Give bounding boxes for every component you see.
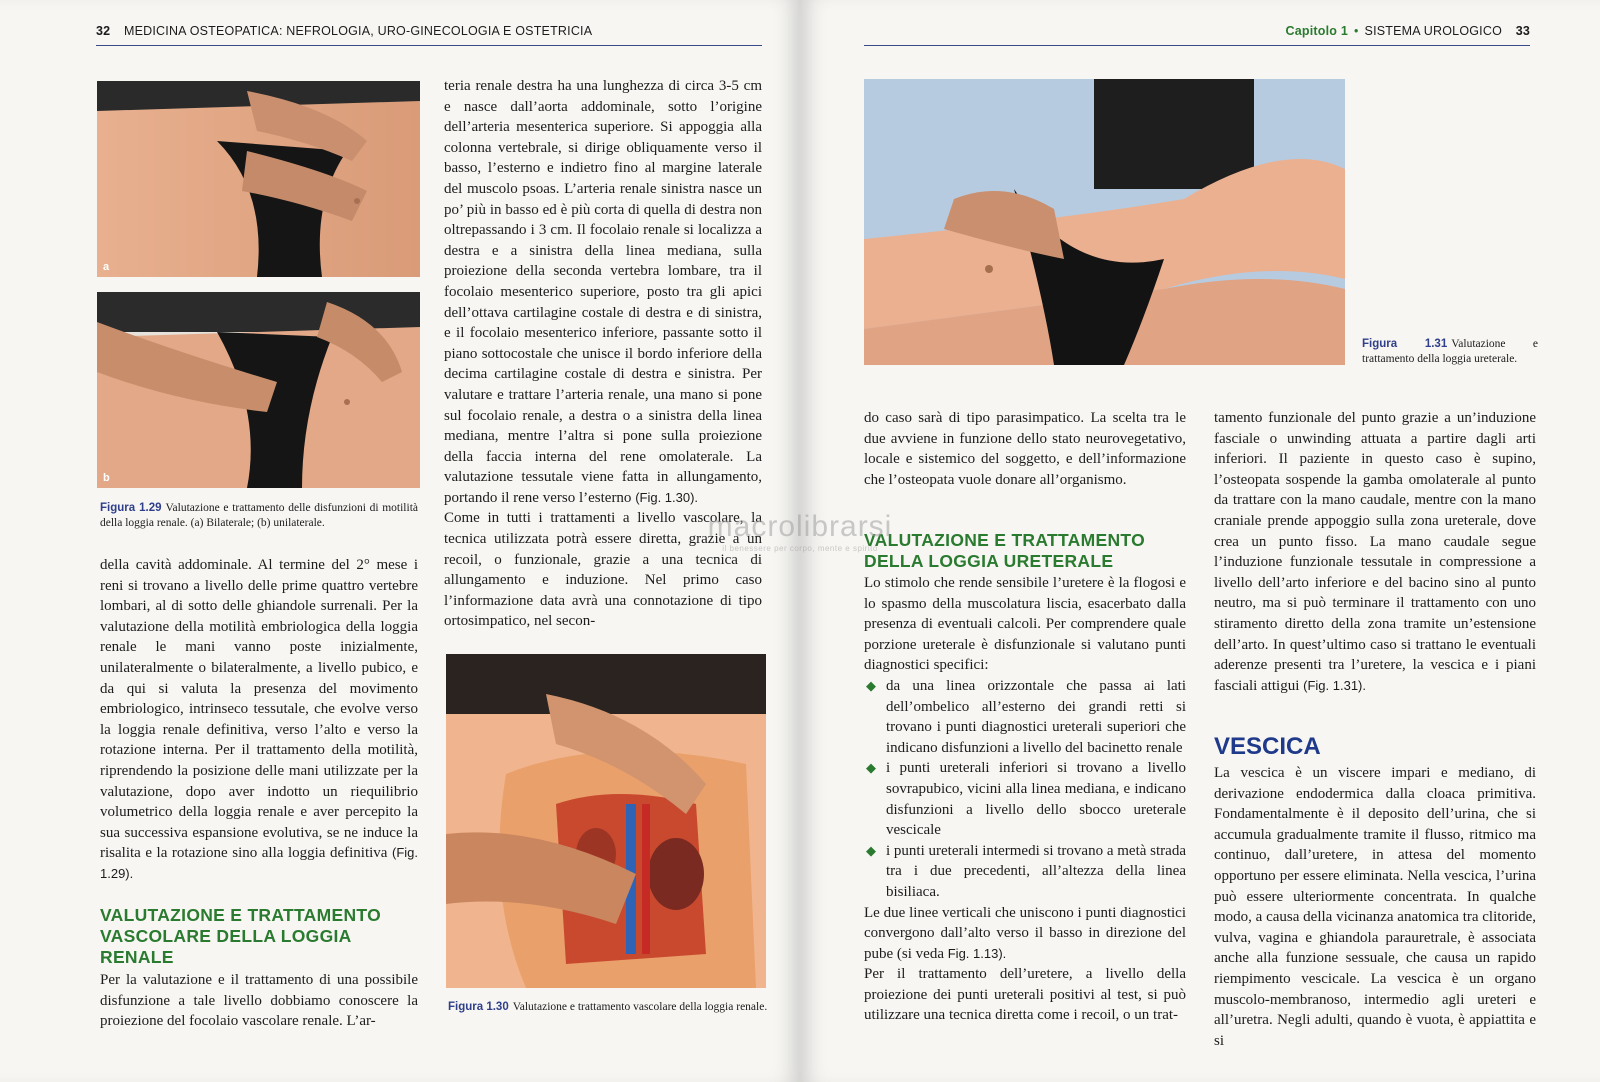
body-paragraph: Come in tutti i trattamenti a livello vascolare, la tecnica utilizzata potrà essere diretta, grazie a un recoil, o funzionale, grazie a una tecnica di allungamento e induzione. Nel primo caso l’informazione data avrà una connotazione di tipo ortosimpatico, nel secon- bbox=[444, 510, 762, 630]
left-column-1-continued bbox=[100, 970, 418, 1032]
figure-1-30-caption bbox=[448, 1000, 768, 1015]
figure-panel-label-a: a bbox=[103, 261, 110, 273]
body-text: della cavità addominale. Al termine del 2° mese i reni si trovano a livello delle prime quattro vertebre lombari, al di sotto delle ghiandole surrenali. Per la valutazione della motilità embriologica della loggia renale le mani vanno poste inizialmente, unilateralmente o bilateralmente, a livello pubico, e da qui si valuta la presenza del movimento embriologico, intrinseco tessutale, che evolve verso la loggia renale definitiva, verso l’alto e verso la rotazione interna. Per il trattamento della motilità, riprendendo la posizione delle mani utilizzate per la valutazione, dopo aver indotto un riequilibrio volumetrico della loggia renale e aver percepito la sua successiva espansione evolutiva, se ne induce la risalita e la rotazione sino alla loggia definitiva bbox=[100, 557, 418, 862]
figure-label: Figura 1.30 bbox=[448, 1001, 509, 1013]
body-paragraph bbox=[864, 903, 1186, 965]
body-text: tamento funzionale del punto grazie a un’induzione fasciale o unwinding attuata a partire dagli arti inferiori. Il paziente in questo caso è supino, l’osteopata sospende la gamba omolaterale al punto da trattare con la mano caudale, mentre con la mano craniale prende appoggio sulla zona ureterale, dove crea un punto fisso. La mano caudale segue l’induzione funzionale tessutale in compressione a livello dell’arto inferiore e del bacino sino al punto neutro, ma si può terminare il trattamento con uno stiramento diretto della zona tramite un’estensione dell’arto. In quest’ultimo caso si trattano le eventuali aderenze presenti tra l’uretere, la vescica e i piani fasciali attigui bbox=[1214, 410, 1536, 694]
right-page bbox=[800, 0, 1600, 1082]
section-label: SISTEMA UROLOGICO bbox=[1364, 24, 1502, 38]
list-item bbox=[864, 676, 1186, 758]
list-item-text: i punti ureterali inferiori si trovano a livello sovrapubico, vicini alla linea mediana, e indicano disfunzioni a livello dello sbocco ureterale vescicale bbox=[886, 760, 1186, 839]
body-paragraph: La vescica è un viscere impari e mediano, di derivazione endodermica dalla cloaca primitiva. Fondamentalmente è il deposito dell’urina, che si accumula gradualmente tramite il flusso, ritmico ma continuo, dall’uretere, in attesa del momento opportuno per essere eliminata. Nella vescica, l’urina può essere ulteriormente concentrata. In qualche modo, a causa della vicinanza anatomica tra clitoride, vulva, vagina e ghiandola parauretrale, è associata anche alla funzione sessuale, che causa un rapido riempimento vescicale. La vescica è un organo muscolo-membranoso, intermedio agli ureteri e all’uretra. Negli adulti, quando è vuota, è appiattita e si bbox=[1214, 765, 1536, 1049]
body-paragraph bbox=[100, 555, 418, 885]
header-separator: • bbox=[1353, 24, 1359, 38]
caption-text: Valutazione e trattamento delle disfunzioni di motilità della loggia renale. (a) Bilaterale; (b) unilaterale. bbox=[100, 502, 418, 529]
body-paragraph: Per la valutazione e il trattamento di una possibile disfunzione a tale livello dobbiamo conoscere la proiezione del focolaio vascolare renale. L’ar- bbox=[100, 972, 418, 1030]
right-column-2 bbox=[1214, 408, 1536, 696]
watermark-subtext: il benessere per corpo, mente e spirito bbox=[722, 544, 878, 553]
list-item bbox=[864, 841, 1186, 903]
body-paragraph: Lo stimolo che rende sensibile l’uretere è la flogosi e lo spasmo della muscolatura liscia, esacerbato dalla presenza di eventuali calcoli. Per comprendere quale porzione ureterale è disfunzionale si valutano punti diagnostici specifici: bbox=[864, 575, 1186, 674]
bullet-marker: ◆ bbox=[866, 677, 876, 693]
figure-reference: (Fig. 1.31). bbox=[1303, 677, 1366, 693]
figure-label: Figura 1.31 bbox=[1362, 338, 1448, 350]
caption-text: Valutazione e trattamento della loggia ureterale. bbox=[1362, 338, 1539, 365]
figure-panel-label-b: b bbox=[103, 472, 110, 484]
running-header-right bbox=[864, 24, 1530, 46]
figure-1-31-photo bbox=[864, 79, 1345, 365]
body-paragraph bbox=[1214, 408, 1536, 696]
list-item-text: i punti ureterali intermedi si trovano a metà strada tra i due precedenti, all’altezza della linea bisiliaca. bbox=[886, 842, 1186, 900]
bullet-marker: ◆ bbox=[866, 842, 876, 858]
caption-text: Valutazione e trattamento vascolare della loggia renale. bbox=[512, 1001, 768, 1013]
left-column-1 bbox=[100, 555, 418, 885]
section-heading-ureteral: VALUTAZIONE E TRATTAMENTO DELLA LOGGIA URETERALE bbox=[864, 530, 1145, 571]
list-item bbox=[864, 758, 1186, 840]
page-number: 33 bbox=[1515, 24, 1530, 38]
body-paragraph: Per il trattamento dell’uretere, a livello della proiezione dei punti ureterali positivi al test, si può utilizzare una tecnica diretta come i recoil, o un trat- bbox=[864, 966, 1186, 1024]
right-column-2-body bbox=[1214, 763, 1536, 1051]
figure-reference: Fig. 1.13). bbox=[947, 945, 1007, 961]
figure-1-29-caption bbox=[100, 501, 418, 531]
running-title: MEDICINA OSTEOPATICA: NEFROLOGIA, URO-GINECOLOGIA E OSTETRICIA bbox=[124, 24, 593, 38]
bullet-marker: ◆ bbox=[866, 760, 876, 776]
figure-1-30-photo bbox=[446, 654, 766, 988]
figure-1-29a-photo bbox=[97, 81, 420, 277]
list-item-text: da una linea orizzontale che passa ai lati dell’ombelico all’esterno dei grandi retti si trovano i punti diagnostici ureterali superiori che indicano disfunzioni a livello del bacinetto renale bbox=[886, 677, 1186, 756]
right-column-1-body bbox=[864, 573, 1186, 1026]
watermark-text: macrolibrarsi bbox=[707, 510, 893, 543]
figure-1-31-caption bbox=[1362, 337, 1538, 367]
watermark bbox=[708, 510, 893, 553]
body-paragraph bbox=[444, 76, 762, 508]
body-text: Le due linee verticali che uniscono i punti diagnostici convergono dall’alto verso il basso in direzione del pube (si veda bbox=[864, 904, 1186, 962]
section-heading-vescica: VESCICA bbox=[1214, 733, 1321, 760]
section-heading-vascular: VALUTAZIONE E TRATTAMENTO VASCOLARE DELLA LOGGIA RENALE bbox=[100, 905, 381, 967]
figure-label: Figura 1.29 bbox=[100, 502, 162, 514]
page-number: 32 bbox=[96, 24, 111, 38]
right-column-1 bbox=[864, 408, 1186, 490]
figure-1-29b-photo bbox=[97, 292, 420, 488]
diagnostic-points-list bbox=[864, 676, 1186, 903]
figure-reference: (Fig. 1.29). bbox=[100, 845, 419, 881]
figure-reference: (Fig. 1.30). bbox=[635, 489, 699, 505]
body-paragraph: do caso sarà di tipo parasimpatico. La scelta tra le due avviene in funzione dello stato neurovegetativo, locale e sistemico del soggetto, e dell’informazione che l’osteopata vuole donare all’organismo. bbox=[864, 410, 1186, 488]
body-text: teria renale destra ha una lunghezza di circa 3-5 cm e nasce dall’aorta addominale, sotto l’origine dell’arteria mesenterica superiore. Si appoggia alla colonna vertebrale, si dirige obliquamente verso il basso, l’esterno e indietro fino al margine laterale del muscolo psoas. L’arteria renale sinistra nasce un po’ più in basso ed è più corta di quella di destra non oltrepassando i 3 cm. Il focolaio renale si localizza a destra e a sinistra della linea mediana, sulla proiezione della seconda vertebra lombare, tra il focolaio mesenterico superiore, posto tra gli apici dell’ottava cartilagine costale di destra e di sinistra, e il focolaio mesenterico inferiore, passante sotto il piano sottocostale che unisce il bordo inferiore della decima cartilagine costale di destra e sinistra. Per valutare e trattare l’arteria renale, una mano si pone sul focolaio renale, a destra o a sinistra della linea mediana, mentre l’altra si pone sulla proiezione della faccia interna del rene omolaterale. La valutazione tessutale viene fatta in allungamento, portando il rene verso l’esterno bbox=[444, 78, 762, 506]
running-header-left bbox=[96, 24, 762, 46]
chapter-label: Capitolo 1 bbox=[1285, 24, 1348, 38]
